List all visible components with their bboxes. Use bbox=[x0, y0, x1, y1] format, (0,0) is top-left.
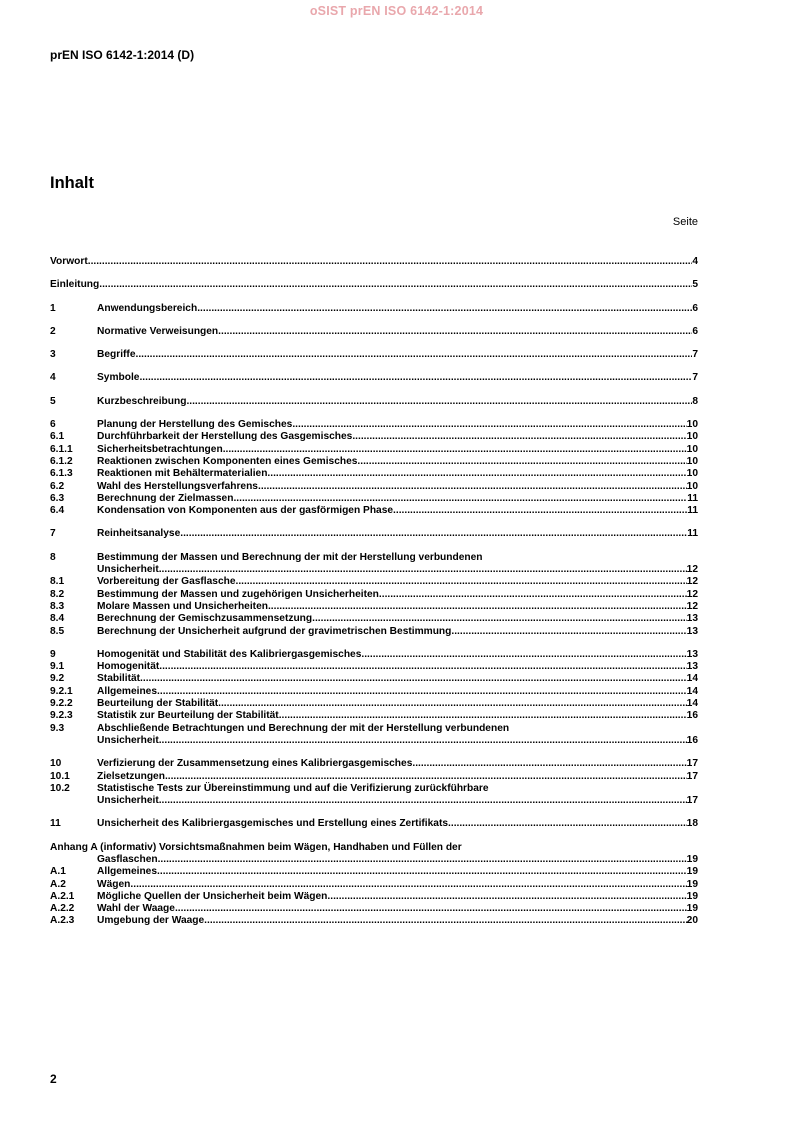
toc-entry-label: Begriffe bbox=[97, 349, 136, 361]
toc-entry-number: 10.2 bbox=[50, 782, 70, 794]
toc-entry-continuation[interactable] bbox=[50, 854, 698, 866]
toc-label-wrap bbox=[97, 903, 687, 915]
toc-dot-leader bbox=[448, 818, 687, 830]
toc-entry-number: 7 bbox=[50, 528, 56, 540]
toc-entry-label: Kondensation von Komponenten aus der gasförmigen Phase bbox=[97, 505, 394, 517]
toc-dot-leader bbox=[165, 771, 687, 783]
toc-entry-number: A.2.3 bbox=[50, 915, 75, 927]
toc-entry[interactable] bbox=[50, 349, 698, 361]
toc-entry[interactable] bbox=[50, 673, 698, 685]
toc-entry-page: 17 bbox=[686, 770, 698, 782]
toc-entry-number: 6.2 bbox=[50, 480, 65, 492]
toc-dot-leader bbox=[292, 419, 686, 431]
toc-entry-label: Homogenität bbox=[97, 661, 160, 673]
toc-entry-number: 8.3 bbox=[50, 600, 65, 612]
toc-entry-label: Anwendungsbereich bbox=[97, 302, 198, 314]
toc-entry-number: 1 bbox=[50, 302, 56, 314]
toc-entry-label: Symbole bbox=[97, 372, 140, 384]
toc-entry-page: 14 bbox=[686, 685, 698, 697]
toc-entry-continuation[interactable] bbox=[50, 795, 698, 807]
toc-entry[interactable] bbox=[50, 649, 698, 661]
toc-entry-continuation[interactable] bbox=[50, 735, 698, 747]
toc-entry[interactable] bbox=[50, 589, 698, 601]
toc-entry[interactable] bbox=[50, 493, 698, 505]
toc-entry[interactable] bbox=[50, 419, 698, 431]
toc-dot-leader bbox=[412, 758, 686, 770]
toc-label-wrap bbox=[97, 431, 687, 443]
toc-entry-label-continued: Unsicherheit bbox=[97, 564, 159, 576]
toc-entry[interactable] bbox=[50, 626, 698, 638]
toc-entry-page: 14 bbox=[686, 698, 698, 710]
toc-entry-label: Reaktionen mit Behältermaterialien bbox=[97, 468, 268, 480]
toc-entry-number: 8.2 bbox=[50, 588, 65, 600]
toc-entry-number: 6.3 bbox=[50, 492, 65, 504]
toc-label-wrap bbox=[97, 818, 687, 830]
table-of-contents bbox=[50, 256, 698, 928]
toc-dot-leader bbox=[223, 444, 687, 456]
toc-entry-page: 10 bbox=[686, 455, 698, 467]
toc-label-wrap bbox=[97, 481, 687, 493]
toc-entry-page: 10 bbox=[686, 431, 698, 443]
toc-entry-label: Beurteilung der Stabilität bbox=[97, 698, 219, 710]
toc-entry-number: 8 bbox=[50, 551, 56, 563]
toc-label-wrap bbox=[97, 626, 687, 638]
toc-entry-page: 5 bbox=[692, 279, 698, 291]
toc-entry-label: Umgebung der Waage bbox=[97, 915, 205, 927]
toc-entry[interactable] bbox=[50, 456, 698, 468]
toc-label-wrap bbox=[97, 564, 687, 576]
toc-label-wrap bbox=[97, 854, 687, 866]
toc-entry-number: 6.1.2 bbox=[50, 455, 73, 467]
toc-label-wrap bbox=[97, 326, 692, 338]
toc-label-wrap bbox=[97, 505, 687, 517]
toc-entry[interactable] bbox=[50, 866, 698, 878]
toc-entry-number: 9.2 bbox=[50, 673, 65, 685]
toc-entry-label: Zielsetzungen bbox=[97, 770, 165, 782]
toc-entry[interactable] bbox=[50, 842, 698, 854]
toc-label-wrap bbox=[50, 256, 692, 268]
toc-dot-leader bbox=[357, 456, 686, 468]
toc-dot-leader bbox=[218, 326, 692, 338]
toc-dot-leader bbox=[159, 661, 686, 673]
toc-entry-label: Statistische Tests zur Übereinstimmung und auf die Verifizierung zurückführbare bbox=[97, 782, 489, 794]
toc-entry-label: Wahl des Herstellungsverfahrens bbox=[97, 480, 258, 492]
toc-entry[interactable] bbox=[50, 431, 698, 443]
toc-entry-number: 4 bbox=[50, 372, 56, 384]
toc-entry-page: 4 bbox=[692, 256, 698, 267]
toc-entry-label: Sicherheitsbetrachtungen bbox=[97, 443, 223, 455]
toc-entry[interactable] bbox=[50, 444, 698, 456]
toc-dot-leader bbox=[157, 686, 687, 698]
toc-label-wrap bbox=[97, 589, 687, 601]
toc-entry-label: Verfizierung der Zusammensetzung eines Kalibriergasgemisches bbox=[97, 758, 413, 770]
toc-label-wrap bbox=[97, 686, 687, 698]
toc-label-wrap bbox=[97, 758, 687, 770]
toc-entry[interactable] bbox=[50, 528, 698, 540]
toc-entry-number: 9.2.3 bbox=[50, 710, 73, 722]
toc-entry-label: Berechnung der Unsicherheit aufgrund der gravimetrischen Bestimmung bbox=[97, 625, 452, 637]
toc-dot-leader bbox=[393, 505, 687, 517]
toc-entry-label: Abschließende Betrachtungen und Berechnung der mit der Herstellung verbundenen bbox=[97, 722, 510, 734]
toc-label-wrap bbox=[97, 866, 687, 878]
toc-entry[interactable] bbox=[50, 903, 698, 915]
toc-entry-number: 9 bbox=[50, 648, 56, 660]
toc-entry-label: Berechnung der Gemischzusammensetzung bbox=[97, 613, 313, 625]
toc-entry-label: Wahl der Waage bbox=[97, 903, 175, 915]
toc-entry[interactable] bbox=[50, 661, 698, 673]
toc-entry-page: 16 bbox=[686, 710, 698, 722]
toc-entry-page: 13 bbox=[686, 648, 698, 660]
toc-entry-number: A.2 bbox=[50, 878, 66, 890]
toc-entry-number: 9.2.2 bbox=[50, 698, 73, 710]
toc-entry-page: 6 bbox=[692, 302, 698, 314]
toc-label-wrap bbox=[97, 456, 687, 468]
toc-label-wrap bbox=[97, 303, 692, 315]
toc-label-wrap bbox=[97, 698, 687, 710]
toc-entry-number: A.2.2 bbox=[50, 903, 75, 915]
toc-entry-label-continued: Unsicherheit bbox=[97, 795, 159, 807]
toc-entry-page: 11 bbox=[687, 528, 698, 540]
toc-dot-leader bbox=[99, 279, 692, 291]
toc-entry-page: 16 bbox=[686, 734, 698, 746]
toc-dot-leader bbox=[327, 891, 686, 903]
toc-entry-number: 8.4 bbox=[50, 613, 65, 625]
toc-label-wrap bbox=[97, 915, 687, 927]
toc-label-wrap bbox=[50, 279, 692, 291]
toc-entry-page: 20 bbox=[686, 915, 698, 927]
toc-entry-label: Unsicherheit des Kalibriergasgemisches und Erstellung eines Zertifikats bbox=[97, 818, 449, 830]
toc-dot-leader bbox=[218, 698, 687, 710]
toc-entry-page: 10 bbox=[686, 468, 698, 480]
toc-dot-leader bbox=[88, 256, 693, 268]
toc-entry[interactable] bbox=[50, 468, 698, 480]
toc-entry[interactable] bbox=[50, 686, 698, 698]
toc-label-wrap bbox=[97, 396, 692, 408]
toc-label-wrap bbox=[97, 601, 687, 613]
toc-entry-number: A.1 bbox=[50, 866, 66, 878]
toc-entry-label: Normative Verweisungen bbox=[97, 325, 219, 337]
toc-dot-leader bbox=[140, 673, 687, 685]
toc-entry-number: 6 bbox=[50, 419, 56, 431]
toc-entry-page: 11 bbox=[687, 505, 698, 517]
toc-dot-leader bbox=[175, 903, 687, 915]
toc-entry-page: 7 bbox=[692, 372, 698, 384]
toc-entry-number: 9.2.1 bbox=[50, 685, 73, 697]
toc-entry[interactable] bbox=[50, 505, 698, 517]
page-number: 2 bbox=[50, 1072, 57, 1086]
toc-entry-number: 10 bbox=[50, 758, 62, 770]
toc-entry-number: 11 bbox=[50, 818, 61, 830]
toc-entry[interactable] bbox=[50, 891, 698, 903]
toc-entry-label-continued: Gasflaschen bbox=[97, 853, 158, 865]
toc-entry-label: Anhang A (informativ) Vorsichtsmaßnahmen beim Wägen, Handhaben und Füllen der bbox=[50, 841, 462, 853]
toc-entry[interactable] bbox=[50, 481, 698, 493]
toc-label-wrap bbox=[97, 795, 687, 807]
toc-entry-label: Allgemeines bbox=[97, 866, 158, 878]
toc-dot-leader bbox=[451, 626, 686, 638]
toc-label-wrap bbox=[97, 468, 687, 480]
toc-entry-number: 6.1.1 bbox=[50, 443, 73, 455]
toc-dot-leader bbox=[136, 349, 693, 361]
toc-label-wrap bbox=[97, 735, 687, 747]
watermark: oSIST prEN ISO 6142-1:2014 bbox=[309, 4, 484, 18]
toc-entry-label: Reaktionen zwischen Komponenten eines Gemisches bbox=[97, 455, 358, 467]
toc-entry-label: Mögliche Quellen der Unsicherheit beim Wägen bbox=[97, 890, 328, 902]
toc-entry-number: 8.5 bbox=[50, 625, 65, 637]
toc-label-wrap bbox=[97, 419, 687, 431]
toc-entry-page: 12 bbox=[686, 600, 698, 612]
toc-entry-page: 19 bbox=[686, 866, 698, 878]
toc-entry-page: 19 bbox=[686, 903, 698, 915]
toc-entry-label: Kurzbeschreibung bbox=[97, 395, 187, 407]
toc-entry-page: 17 bbox=[686, 795, 698, 807]
toc-entry-label: Allgemeines bbox=[97, 685, 158, 697]
toc-entry[interactable] bbox=[50, 783, 698, 795]
toc-label-wrap bbox=[97, 673, 687, 685]
toc-entry-page: 10 bbox=[686, 480, 698, 492]
toc-label-wrap bbox=[97, 710, 687, 722]
toc-entry-label: Durchführbarkeit der Herstellung des Gasgemisches bbox=[97, 431, 353, 443]
toc-entry-number: 3 bbox=[50, 349, 56, 361]
toc-label-wrap bbox=[97, 891, 687, 903]
toc-entry[interactable] bbox=[50, 396, 698, 408]
toc-label-wrap bbox=[97, 349, 692, 361]
toc-entry-continuation[interactable] bbox=[50, 564, 698, 576]
toc-entry-page: 7 bbox=[692, 349, 698, 361]
toc-entry-label-continued: Unsicherheit bbox=[97, 734, 159, 746]
toc-entry-page: 10 bbox=[686, 419, 698, 431]
toc-entry[interactable] bbox=[50, 710, 698, 722]
toc-entry[interactable] bbox=[50, 818, 698, 830]
toc-dot-leader bbox=[268, 601, 687, 613]
toc-label-wrap bbox=[97, 576, 687, 588]
toc-label-wrap bbox=[97, 613, 687, 625]
toc-entry[interactable] bbox=[50, 915, 698, 927]
toc-entry-page: 12 bbox=[686, 564, 698, 576]
toc-entry-page: 13 bbox=[686, 625, 698, 637]
toc-entry[interactable] bbox=[50, 256, 698, 268]
toc-entry-label: Bestimmung der Massen und zugehörigen Unsicherheiten bbox=[97, 588, 379, 600]
toc-entry-page: 8 bbox=[692, 395, 698, 407]
toc-entry-page: 14 bbox=[686, 673, 698, 685]
toc-entry[interactable] bbox=[50, 771, 698, 783]
toc-entry-label: Bestimmung der Massen und Berechnung der mit der Herstellung verbundenen bbox=[97, 551, 483, 563]
toc-dot-leader bbox=[379, 589, 687, 601]
toc-entry-label: Stabilität bbox=[97, 673, 141, 685]
toc-entry-number: 8.1 bbox=[50, 576, 65, 588]
toc-entry-label: Berechnung der Zielmassen bbox=[97, 492, 234, 504]
toc-entry-page: 13 bbox=[686, 661, 698, 673]
toc-entry-page: 19 bbox=[686, 890, 698, 902]
toc-dot-leader bbox=[186, 396, 692, 408]
toc-entry-page: 13 bbox=[686, 613, 698, 625]
toc-entry-label: Einleitung bbox=[50, 279, 100, 291]
toc-entry-label: Wägen bbox=[97, 878, 131, 890]
toc-entry[interactable] bbox=[50, 758, 698, 770]
toc-dot-leader bbox=[312, 613, 687, 625]
page-title: Inhalt bbox=[50, 174, 94, 192]
toc-label-wrap bbox=[97, 661, 687, 673]
toc-entry-label: Reinheitsanalyse bbox=[97, 528, 181, 540]
toc-entry-number: 2 bbox=[50, 325, 56, 337]
toc-label-wrap bbox=[97, 493, 687, 505]
toc-entry-label: Molare Massen und Unsicherheiten bbox=[97, 600, 268, 612]
toc-dot-leader bbox=[157, 866, 687, 878]
toc-entry-number: 6.4 bbox=[50, 505, 65, 517]
toc-entry[interactable] bbox=[50, 879, 698, 891]
toc-entry-page: 18 bbox=[686, 818, 698, 830]
toc-dot-leader bbox=[158, 854, 687, 866]
toc-entry-number: 5 bbox=[50, 395, 56, 407]
toc-entry[interactable] bbox=[50, 372, 698, 384]
toc-dot-leader bbox=[159, 564, 687, 576]
toc-entry-page: 6 bbox=[692, 325, 698, 337]
toc-dot-leader bbox=[233, 493, 687, 505]
toc-entry-label: Vorbereitung der Gasflasche bbox=[97, 576, 236, 588]
toc-label-wrap bbox=[97, 879, 687, 891]
toc-entry-page: 12 bbox=[686, 588, 698, 600]
toc-entry-page: 12 bbox=[686, 576, 698, 588]
toc-label-wrap bbox=[97, 771, 687, 783]
toc-entry-number: 9.3 bbox=[50, 722, 65, 734]
toc-dot-leader bbox=[180, 528, 687, 540]
toc-entry-label: Vorwort bbox=[50, 256, 88, 267]
toc-label-wrap bbox=[97, 649, 687, 661]
toc-dot-leader bbox=[139, 372, 692, 384]
toc-entry-page: 17 bbox=[686, 758, 698, 770]
toc-entry[interactable] bbox=[50, 279, 698, 291]
toc-dot-leader bbox=[197, 303, 692, 315]
toc-entry[interactable] bbox=[50, 326, 698, 338]
toc-label-wrap bbox=[97, 372, 692, 384]
toc-dot-leader bbox=[204, 915, 686, 927]
toc-dot-leader bbox=[267, 468, 686, 480]
toc-entry[interactable] bbox=[50, 723, 698, 735]
toc-entry-page: 11 bbox=[687, 492, 698, 504]
toc-entry[interactable] bbox=[50, 698, 698, 710]
toc-dot-leader bbox=[159, 795, 687, 807]
toc-entry-number: 6.1 bbox=[50, 431, 65, 443]
page-column-label: Seite bbox=[672, 216, 698, 228]
document-id: prEN ISO 6142-1:2014 (D) bbox=[50, 48, 195, 62]
toc-dot-leader bbox=[258, 481, 687, 493]
toc-entry[interactable] bbox=[50, 613, 698, 625]
toc-entry[interactable] bbox=[50, 303, 698, 315]
toc-entry-label: Planung der Herstellung des Gemisches bbox=[97, 419, 293, 431]
toc-dot-leader bbox=[130, 879, 686, 891]
toc-dot-leader bbox=[279, 710, 687, 722]
toc-entry-page: 10 bbox=[686, 443, 698, 455]
toc-entry[interactable] bbox=[50, 552, 698, 564]
toc-dot-leader bbox=[236, 576, 687, 588]
toc-dot-leader bbox=[361, 649, 686, 661]
toc-entry-label: Homogenität und Stabilität des Kalibriergasgemisches bbox=[97, 648, 362, 660]
toc-entry-number: 10.1 bbox=[50, 770, 70, 782]
toc-dot-leader bbox=[352, 431, 686, 443]
toc-entry[interactable] bbox=[50, 576, 698, 588]
toc-entry-number: 6.1.3 bbox=[50, 468, 73, 480]
toc-entry-number: A.2.1 bbox=[50, 890, 75, 902]
toc-entry[interactable] bbox=[50, 601, 698, 613]
toc-entry-page: 19 bbox=[686, 853, 698, 865]
toc-entry-page: 19 bbox=[686, 878, 698, 890]
toc-entry-label: Statistik zur Beurteilung der Stabilität bbox=[97, 710, 279, 722]
toc-entry-number: 9.1 bbox=[50, 661, 65, 673]
toc-dot-leader bbox=[159, 735, 687, 747]
toc-label-wrap bbox=[97, 528, 687, 540]
toc-label-wrap bbox=[97, 444, 687, 456]
